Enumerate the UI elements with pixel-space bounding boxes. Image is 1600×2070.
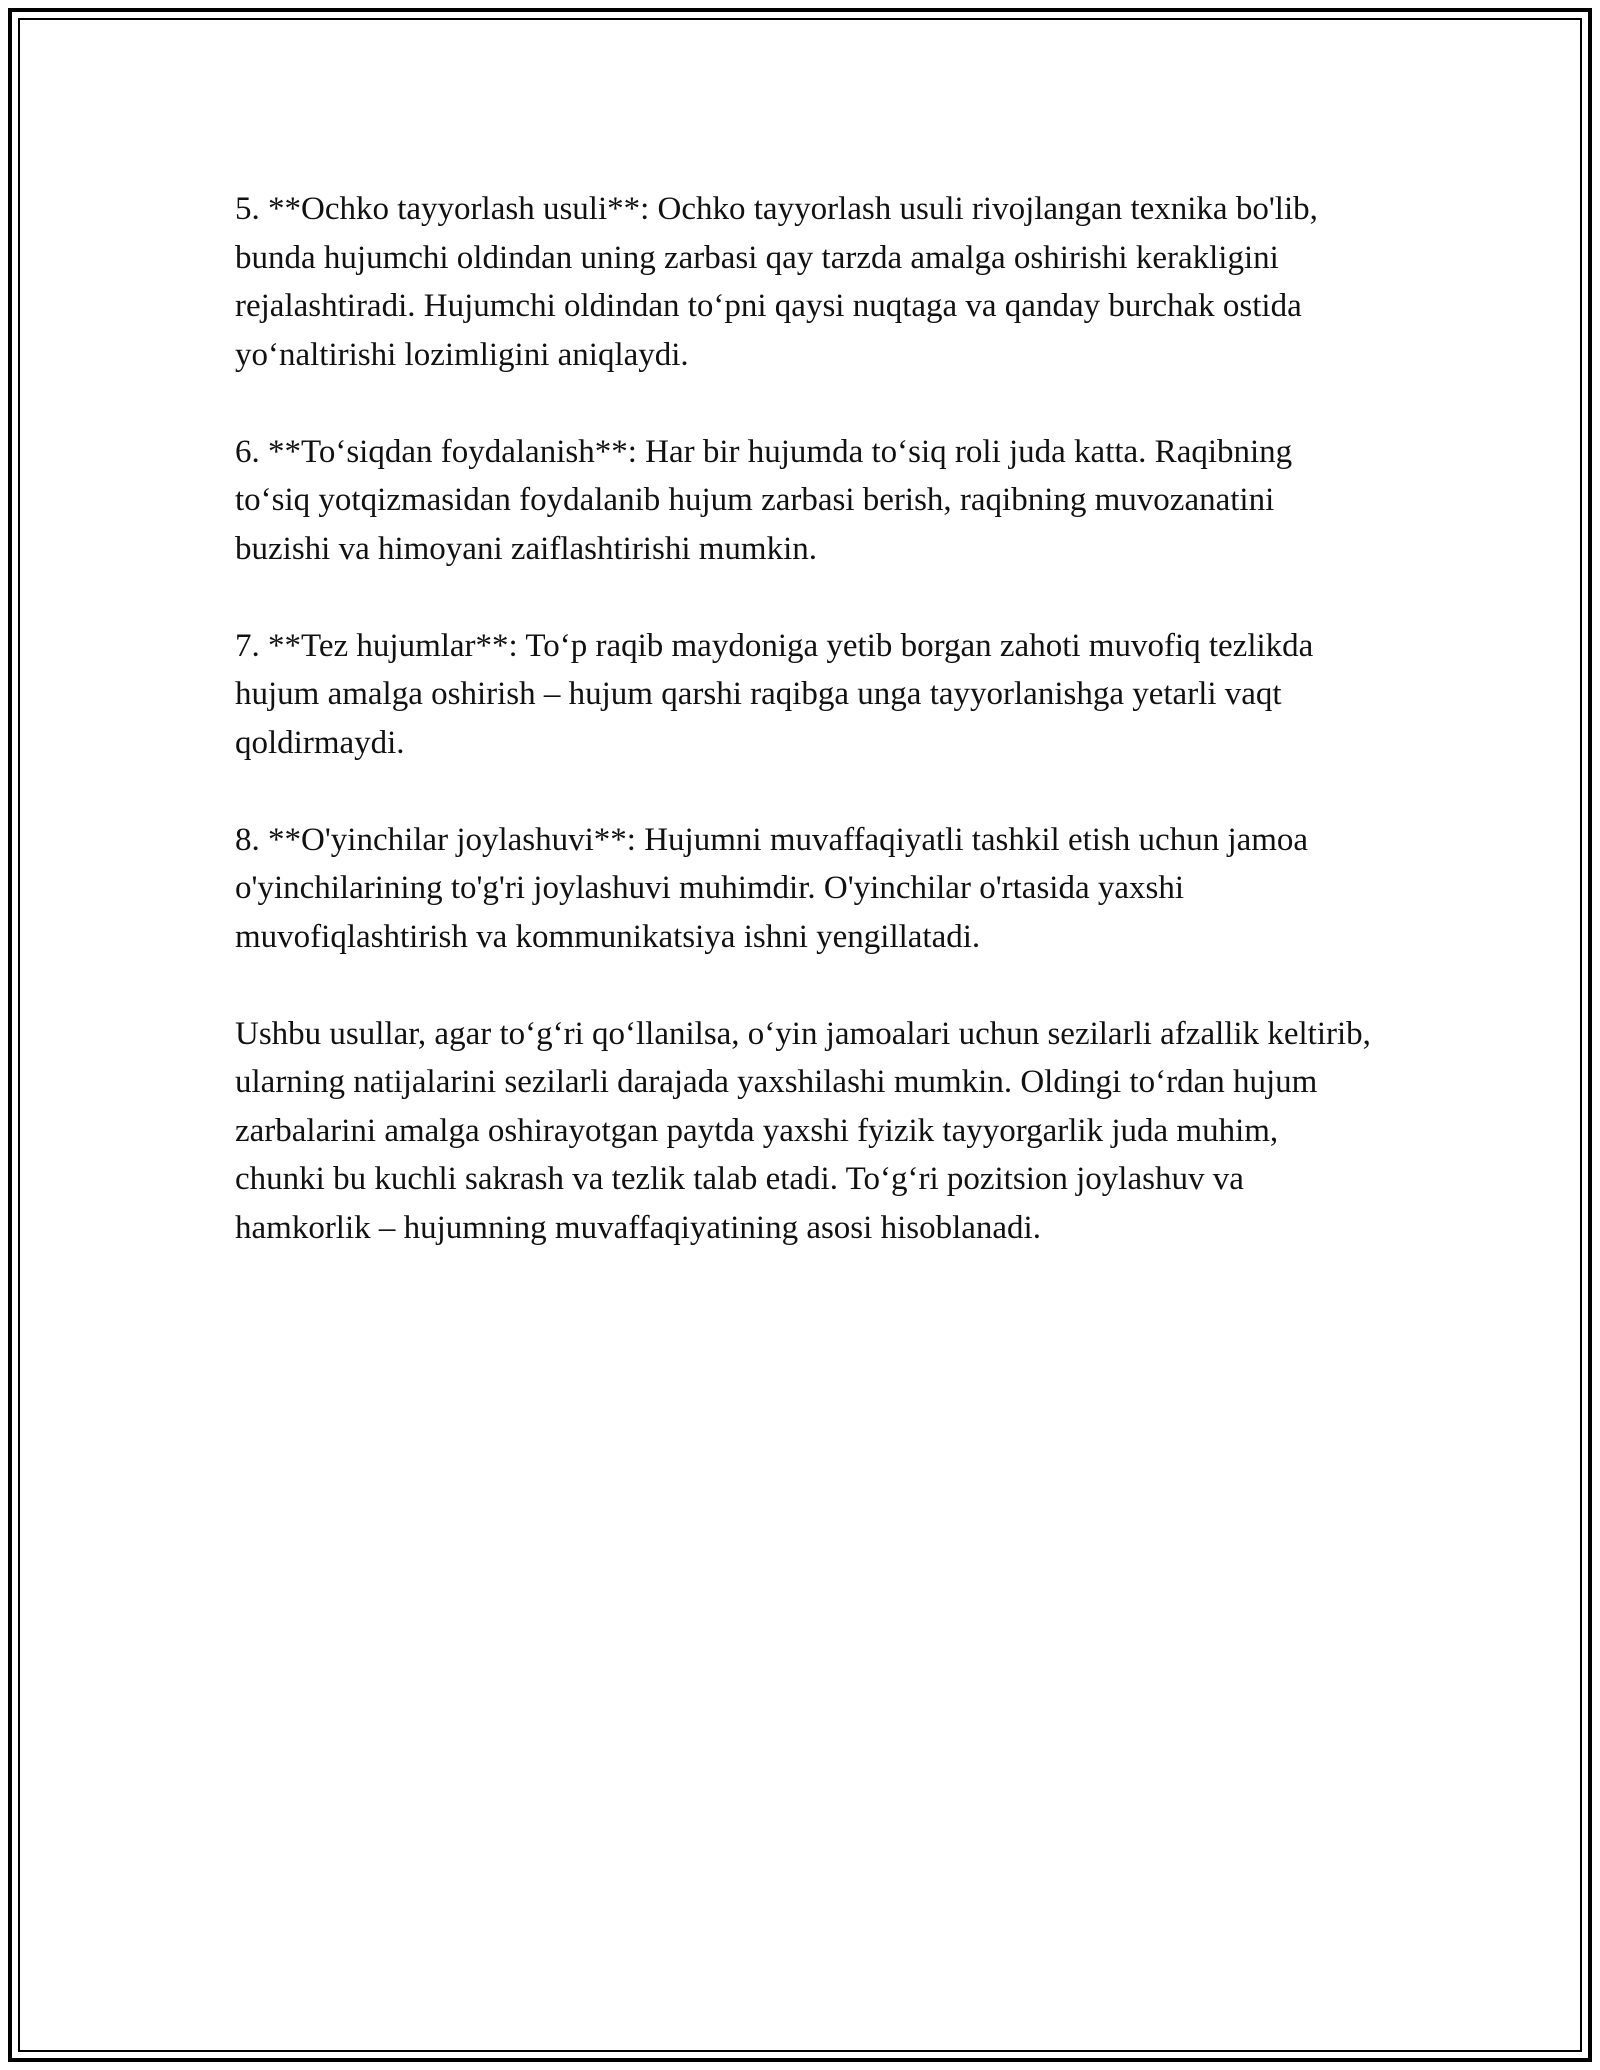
paragraph-item-8: 8. **O'yinchilar joylashuvi**: Hujumni muvaffaqiyatli tashkil etish uchun jamoa o'yinchilarining to'g'ri joylashuvi muhimdir. O'yinchilar o'rtasida yaxshi muvofiqlashtirish va kommunikatsiya ishni yengillatadi. [235, 821, 1309, 955]
document-body [235, 185, 1375, 1252]
paragraph-conclusion: Ushbu usullar, agar to‘g‘ri qo‘llanilsa, o‘yin jamoalari uchun sezilarli afzallik keltirib, ularning natijalarini sezilarli darajada yaxshilashi mumkin. Oldingi to‘rdan hujum zarbalarini amalga oshirayotgan paytda yaxshi fyizik tayyorgarlik juda muhim, chunki bu kuchli sakrash va tezlik talab etadi. To‘g‘ri pozitsion joylashuv va hamkorlik – hujumning muvaffaqiyatining asosi hisoblanadi. [235, 1015, 1371, 1246]
paragraph-item-7: 7. **Tez hujumlar**: To‘p raqib maydoniga yetib borgan zahoti muvofiq tezlikda hujum amalga oshirish – hujum qarshi raqibga unga tayyorlanishga yetarli vaqt qoldirmaydi. [235, 627, 1314, 761]
paragraph-item-6: 6. **To‘siqdan foydalanish**: Har bir hujumda to‘siq roli juda katta. Raqibning to‘siq yotqizmasidan foydalanib hujum zarbasi berish, raqibning muvozanatini buzishi va himoyani zaiflashtirishi mumkin. [235, 433, 1293, 567]
paragraph-item-5: 5. **Ochko tayyorlash usuli**: Ochko tayyorlash usuli rivojlangan texnika bo'lib, bunda hujumchi oldindan uning zarbasi qay tarzda amalga oshirishi kerakligini rejalashtiradi. Hujumchi oldindan to‘pni qaysi nuqtaga va qanday burchak ostida yo‘naltirishi lozimligini aniqlaydi. [235, 191, 1318, 373]
